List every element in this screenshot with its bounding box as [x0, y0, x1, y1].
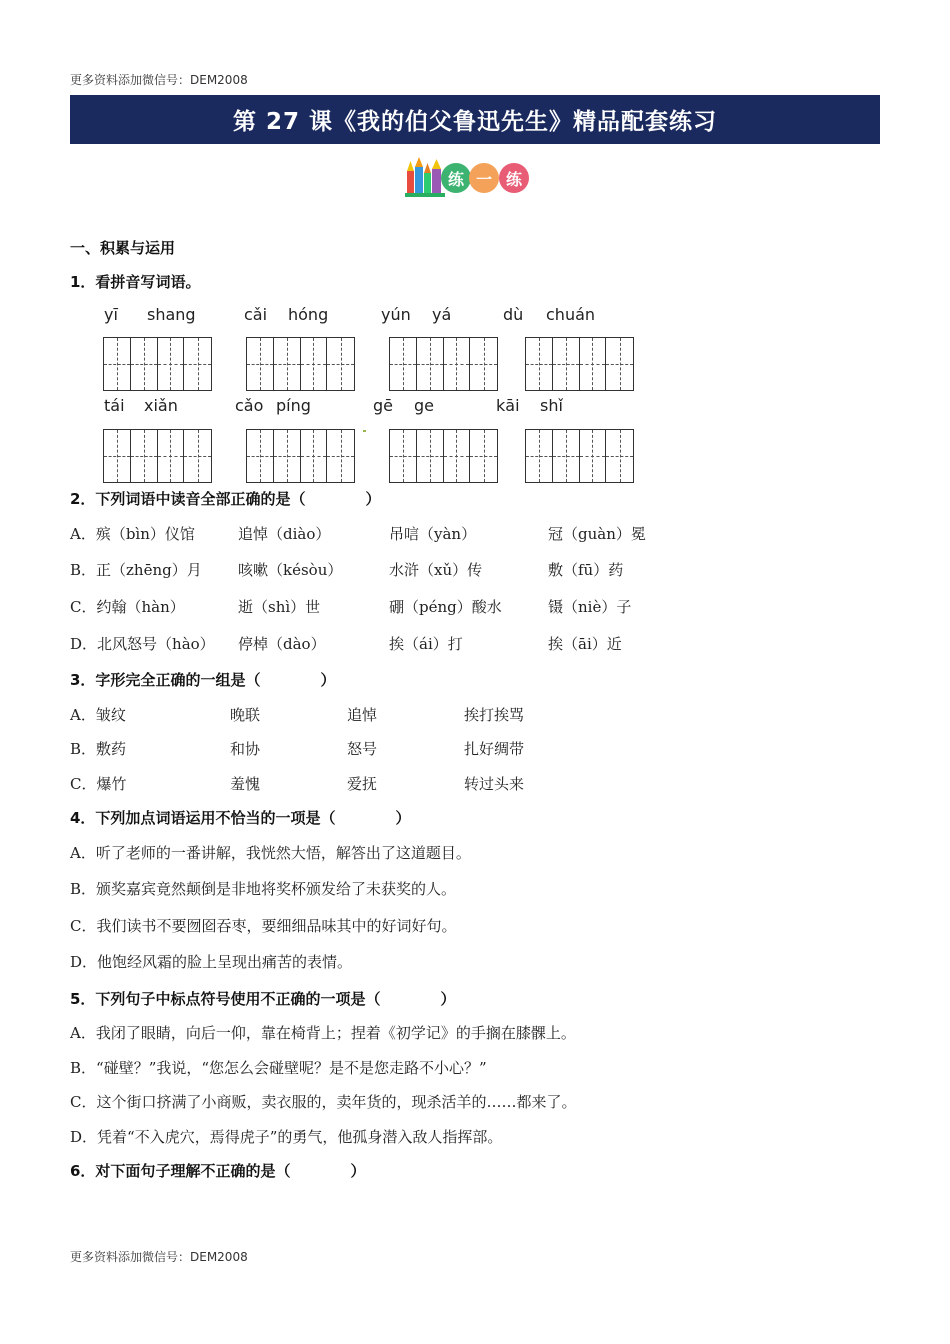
- practice-logo: [405, 157, 531, 197]
- option-line: B．“碰壁？”我说，“您怎么会碰壁呢？是不是您走路不小心？”: [70, 1059, 487, 1077]
- question-4-title: 4．下列加点词语运用不恰当的一项是（ ）: [70, 809, 411, 827]
- option-line: B．颁奖嘉宾竟然颠倒是非地将奖杯颁发给了未获奖的人。: [70, 880, 457, 898]
- option-line: C．我们读书不要囫囵吞枣，要细细品味其中的好词好句。: [70, 917, 457, 935]
- option-cell: 扎好绸带: [464, 740, 525, 758]
- option-cell: 硼（péng）酸水: [389, 598, 502, 616]
- writing-grid[interactable]: [389, 337, 498, 391]
- pinyin: cǎi: [244, 305, 268, 324]
- option-cell: 羞愧: [230, 775, 261, 793]
- option-cell: A．殡（bìn）仪馆: [70, 525, 195, 543]
- option-cell: B．敷药: [70, 740, 127, 758]
- option-cell: 挨（āi）近: [548, 635, 622, 653]
- option-cell: B．正（zhēng）月: [70, 561, 202, 579]
- option-cell: 挨（ái）打: [389, 635, 463, 653]
- option-cell: 怒号: [347, 740, 378, 758]
- section-heading: 一、积累与运用: [70, 239, 176, 257]
- writing-grid[interactable]: [525, 337, 634, 391]
- stray-mark: [363, 430, 366, 432]
- question-5-title: 5．下列句子中标点符号使用不正确的一项是（ ）: [70, 990, 456, 1008]
- header-note: 更多资料添加微信号：DEM2008: [70, 73, 248, 87]
- pinyin: yún: [381, 305, 411, 324]
- pinyin: shǐ: [540, 396, 563, 415]
- question-3-title: 3．字形完全正确的一组是（ ）: [70, 671, 336, 689]
- pinyin: dù: [503, 305, 524, 324]
- pinyin: shang: [147, 305, 196, 324]
- option-cell: 水浒（xǔ）传: [389, 561, 483, 579]
- pencil-building-icon: [405, 157, 445, 197]
- question-1-title: 1．看拼音写词语。: [70, 273, 201, 291]
- option-cell: 晚联: [230, 706, 261, 724]
- option-cell: 镊（niè）子: [548, 598, 632, 616]
- option-line: A．我闭了眼睛，向后一仰，靠在椅背上；捏着《初学记》的手搁在膝髁上。: [70, 1024, 576, 1042]
- pinyin: tái: [104, 396, 125, 415]
- writing-grid[interactable]: [246, 337, 355, 391]
- option-cell: 敷（fū）药: [548, 561, 624, 579]
- pinyin: yá: [432, 305, 452, 324]
- writing-grid[interactable]: [389, 429, 498, 483]
- option-cell: 冠（guàn）冕: [548, 525, 646, 543]
- option-cell: 爱抚: [347, 775, 378, 793]
- option-cell: C．约翰（hàn）: [70, 598, 185, 616]
- option-cell: 停棹（dào）: [238, 635, 326, 653]
- page-title: 第 27 课《我的伯父鲁迅先生》精品配套练习: [70, 95, 880, 144]
- question-2-title: 2．下列词语中读音全部正确的是（ ）: [70, 490, 381, 508]
- logo-char-1: 练: [441, 163, 471, 193]
- option-cell: 挨打挨骂: [464, 706, 525, 724]
- pinyin: kāi: [496, 396, 520, 415]
- pinyin: cǎo: [235, 396, 264, 415]
- pinyin: yī: [104, 305, 118, 324]
- pinyin: xiǎn: [144, 396, 178, 415]
- option-cell: D．北风怒号（hào）: [70, 635, 215, 653]
- pinyin: gē: [373, 396, 393, 415]
- writing-grid[interactable]: [103, 429, 212, 483]
- pinyin: ge: [414, 396, 434, 415]
- pinyin: píng: [276, 396, 311, 415]
- option-cell: 和协: [230, 740, 261, 758]
- option-cell: A．皱纹: [70, 706, 126, 724]
- writing-grid[interactable]: [103, 337, 212, 391]
- option-cell: 咳嗽（késòu）: [238, 561, 343, 579]
- question-6-title: 6．对下面句子理解不正确的是（ ）: [70, 1162, 366, 1180]
- option-cell: 追悼: [347, 706, 378, 724]
- option-cell: 追悼（diào）: [238, 525, 331, 543]
- option-cell: 转过头来: [464, 775, 525, 793]
- option-cell: 逝（shì）世: [238, 598, 321, 616]
- option-line: C．这个街口挤满了小商贩，卖衣服的，卖年货的，现杀活羊的……都来了。: [70, 1093, 577, 1111]
- pinyin: hóng: [288, 305, 329, 324]
- option-line: A．听了老师的一番讲解，我恍然大悟，解答出了这道题目。: [70, 844, 471, 862]
- writing-grid[interactable]: [246, 429, 355, 483]
- footer-note: 更多资料添加微信号：DEM2008: [70, 1250, 248, 1264]
- logo-char-3: 练: [499, 163, 529, 193]
- writing-grid[interactable]: [525, 429, 634, 483]
- option-cell: C．爆竹: [70, 775, 127, 793]
- option-line: D．凭着“不入虎穴，焉得虎子”的勇气，他孤身潜入敌人指挥部。: [70, 1128, 503, 1146]
- logo-char-2: 一: [469, 163, 499, 193]
- option-cell: 吊唁（yàn）: [389, 525, 477, 543]
- option-line: D．他饱经风霜的脸上呈现出痛苦的表情。: [70, 953, 353, 971]
- pinyin: chuán: [546, 305, 596, 324]
